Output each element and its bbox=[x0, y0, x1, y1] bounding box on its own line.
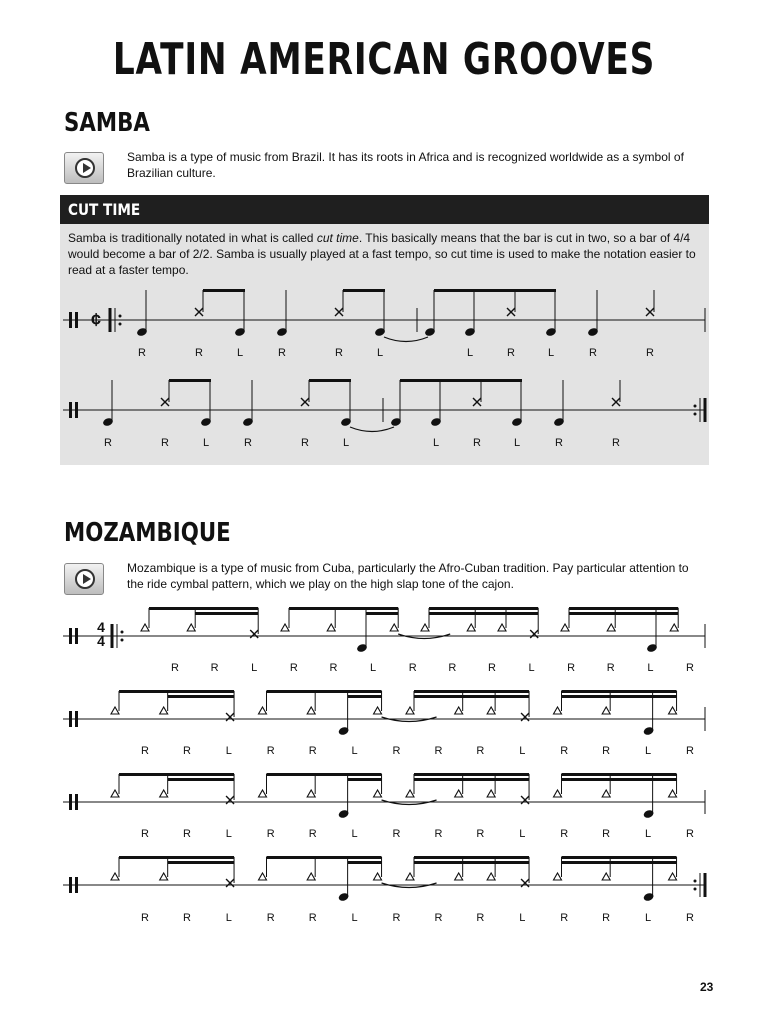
slap-triangle-head bbox=[111, 790, 119, 797]
samba-beam bbox=[203, 289, 245, 292]
slap-triangle-head bbox=[281, 624, 289, 631]
mozambique-beam bbox=[562, 690, 677, 693]
percussion-clef bbox=[75, 402, 78, 418]
mozambique-sticking-label: L bbox=[519, 828, 526, 840]
mozambique-sticking-label: R bbox=[171, 662, 179, 674]
repeat-dot bbox=[121, 639, 124, 642]
mozambique-sticking-label: R bbox=[210, 662, 219, 674]
samba-sticking-label: L bbox=[466, 347, 474, 359]
mozambique-beam bbox=[119, 773, 234, 776]
mozambique-beam bbox=[414, 778, 529, 781]
slap-triangle-head bbox=[307, 707, 315, 714]
tie bbox=[384, 337, 428, 342]
slap-triangle-head bbox=[498, 624, 506, 631]
cut-time-text: Samba is traditionally notated in what is called cut time. This basically means that the bar is cut in two, so a bar of 4/4 would become a bar of 2/2. Samba is usually played at a fast tempo, so cut time is used to make the notation easier to read at a faster tempo. bbox=[68, 231, 696, 277]
mozambique-sticking-label: L bbox=[647, 662, 654, 674]
mozambique-beam bbox=[414, 695, 529, 698]
mozambique-beam bbox=[414, 861, 529, 864]
mozambique-sticking-label: L bbox=[370, 662, 377, 674]
samba-sticking-label: R bbox=[195, 347, 203, 359]
repeat-dot bbox=[694, 413, 697, 416]
slap-triangle-head bbox=[374, 873, 382, 880]
samba-intro: Samba is a type of music from Brazil. It has its roots in Africa and is recognized worldwide as a symbol of Brazilian culture. bbox=[127, 150, 684, 180]
repeat-dot bbox=[119, 323, 122, 326]
slap-triangle-head bbox=[406, 707, 414, 714]
percussion-clef bbox=[75, 794, 78, 810]
slap-triangle-head bbox=[160, 873, 168, 880]
percussion-clef bbox=[69, 628, 72, 644]
slap-triangle-head bbox=[111, 873, 119, 880]
samba-sticking-label: R bbox=[646, 347, 654, 359]
slap-triangle-head bbox=[602, 707, 610, 714]
samba-sticking-label: R bbox=[278, 347, 286, 359]
samba-sticking-label: R bbox=[244, 437, 252, 449]
mozambique-sticking-label: L bbox=[528, 662, 535, 674]
slap-triangle-head bbox=[111, 707, 119, 714]
slap-triangle-head bbox=[455, 707, 463, 714]
samba-beam bbox=[400, 379, 522, 382]
slap-triangle-head bbox=[487, 873, 495, 880]
slap-triangle-head bbox=[421, 624, 429, 631]
mozambique-beam bbox=[195, 612, 258, 615]
percussion-clef bbox=[75, 628, 78, 644]
mozambique-sticking-label: R bbox=[141, 912, 149, 924]
samba-sticking-label: L bbox=[432, 437, 440, 449]
mozambique-sticking-label: R bbox=[606, 662, 615, 674]
mozambique-sticking-label: R bbox=[266, 912, 275, 924]
mozambique-sticking-label: R bbox=[182, 912, 191, 924]
mozambique-beam bbox=[562, 856, 677, 859]
repeat-dot bbox=[694, 405, 697, 408]
slap-triangle-head bbox=[160, 790, 168, 797]
mozambique-beam bbox=[348, 695, 382, 698]
slap-triangle-head bbox=[259, 790, 267, 797]
mozambique-beam bbox=[562, 861, 677, 864]
percussion-clef bbox=[69, 877, 72, 893]
mozambique-sticking-label: R bbox=[408, 662, 417, 674]
mozambique-sticking-label: R bbox=[686, 662, 694, 674]
mozambique-beam bbox=[429, 612, 538, 615]
samba-sticking-label: R bbox=[507, 347, 515, 359]
slap-triangle-head bbox=[406, 873, 414, 880]
mozambique-sticking-label: R bbox=[487, 662, 496, 674]
mozambique-sticking-label: R bbox=[560, 912, 569, 924]
samba-sticking-label: R bbox=[555, 437, 563, 449]
repeat-dot bbox=[121, 631, 124, 634]
mozambique-beam bbox=[119, 690, 234, 693]
slap-triangle-head bbox=[259, 873, 267, 880]
samba-beam bbox=[343, 289, 385, 292]
slap-triangle-head bbox=[607, 624, 615, 631]
samba-beam bbox=[169, 379, 211, 382]
mozambique-sticking-label: R bbox=[392, 828, 401, 840]
samba-sticking-label: L bbox=[513, 437, 521, 449]
mozambique-sticking-label: R bbox=[686, 912, 694, 924]
mozambique-sticking-label: L bbox=[645, 745, 652, 757]
mozambique-sticking-label: L bbox=[519, 912, 526, 924]
percussion-clef bbox=[75, 312, 78, 328]
mozambique-sticking-label: R bbox=[476, 828, 485, 840]
mozambique-sticking-label: R bbox=[476, 912, 485, 924]
samba-sticking-label: R bbox=[104, 437, 112, 449]
mozambique-sticking-label: L bbox=[351, 828, 358, 840]
slap-triangle-head bbox=[327, 624, 335, 631]
samba-sticking-label: L bbox=[547, 347, 555, 359]
slap-triangle-head bbox=[307, 873, 315, 880]
samba-beam bbox=[309, 379, 351, 382]
mozambique-heading: MOZAMBIQUE bbox=[64, 518, 231, 548]
mozambique-beam bbox=[168, 695, 234, 698]
mozambique-beam bbox=[429, 607, 538, 610]
page-number: 23 bbox=[700, 980, 714, 994]
samba-sticking-label: R bbox=[473, 437, 481, 449]
mozambique-beam bbox=[414, 856, 529, 859]
samba-sticking-label: R bbox=[301, 437, 309, 449]
mozambique-sticking-label: R bbox=[141, 745, 149, 757]
mozambique-sticking-label: R bbox=[686, 745, 694, 757]
mozambique-sticking-label: R bbox=[448, 662, 457, 674]
mozambique-sticking-label: R bbox=[392, 912, 401, 924]
slap-triangle-head bbox=[467, 624, 475, 631]
mozambique-beam bbox=[289, 607, 398, 610]
mozambique-beam bbox=[267, 856, 382, 859]
mozambique-beam bbox=[267, 690, 382, 693]
samba-sticking-label: L bbox=[236, 347, 244, 359]
slap-triangle-head bbox=[561, 624, 569, 631]
mozambique-sticking-label: R bbox=[602, 912, 611, 924]
slap-triangle-head bbox=[141, 624, 149, 631]
mozambique-sticking-label: R bbox=[602, 828, 611, 840]
mozambique-sticking-label: L bbox=[645, 828, 652, 840]
mozambique-beam bbox=[562, 773, 677, 776]
slap-triangle-head bbox=[669, 873, 677, 880]
mozambique-beam bbox=[366, 612, 398, 615]
tie bbox=[350, 427, 394, 432]
cut-time-heading: CUT TIME bbox=[68, 200, 141, 219]
slap-triangle-head bbox=[554, 873, 562, 880]
mozambique-sticking-label: R bbox=[686, 828, 694, 840]
slap-triangle-head bbox=[160, 707, 168, 714]
time-signature-top: 4 bbox=[97, 619, 105, 635]
samba-sticking-label: L bbox=[342, 437, 350, 449]
samba-sticking-label: R bbox=[138, 347, 146, 359]
slap-triangle-head bbox=[669, 707, 677, 714]
mozambique-sticking-label: R bbox=[329, 662, 338, 674]
mozambique-beam bbox=[414, 773, 529, 776]
slap-triangle-head bbox=[259, 707, 267, 714]
slap-triangle-head bbox=[487, 707, 495, 714]
slap-triangle-head bbox=[307, 790, 315, 797]
mozambique-sticking-label: L bbox=[251, 662, 258, 674]
mozambique-intro: Mozambique is a type of music from Cuba, particularly the Afro-Cuban tradition. Pay particular attention to the ride cymbal pattern, which we play on the high slap tone of the cajon. bbox=[127, 561, 689, 591]
samba-sticking-label: R bbox=[161, 437, 169, 449]
mozambique-sticking-label: L bbox=[351, 912, 358, 924]
slap-triangle-head bbox=[374, 707, 382, 714]
repeat-dot bbox=[694, 880, 697, 883]
slap-triangle-head bbox=[554, 790, 562, 797]
percussion-clef bbox=[75, 877, 78, 893]
mozambique-sticking-label: L bbox=[225, 912, 232, 924]
percussion-clef bbox=[75, 711, 78, 727]
mozambique-beam bbox=[569, 607, 678, 610]
slap-triangle-head bbox=[670, 624, 678, 631]
slap-triangle-head bbox=[602, 873, 610, 880]
mozambique-beam bbox=[267, 773, 382, 776]
time-signature-bottom: 4 bbox=[97, 633, 105, 649]
mozambique-sticking-label: R bbox=[308, 912, 317, 924]
mozambique-sticking-label: R bbox=[434, 912, 443, 924]
samba-heading: SAMBA bbox=[64, 108, 150, 138]
mozambique-sticking-label: R bbox=[289, 662, 298, 674]
mozambique-beam bbox=[562, 695, 677, 698]
slap-triangle-head bbox=[455, 873, 463, 880]
mozambique-beam bbox=[168, 778, 234, 781]
mozambique-sticking-label: R bbox=[560, 745, 569, 757]
mozambique-sticking-label: L bbox=[225, 828, 232, 840]
slap-triangle-head bbox=[406, 790, 414, 797]
mozambique-beam bbox=[149, 607, 258, 610]
mozambique-sticking-label: R bbox=[560, 828, 569, 840]
mozambique-beam bbox=[348, 778, 382, 781]
percussion-clef bbox=[69, 402, 72, 418]
slap-triangle-head bbox=[669, 790, 677, 797]
slap-triangle-head bbox=[390, 624, 398, 631]
mozambique-sticking-label: R bbox=[476, 745, 485, 757]
mozambique-beam bbox=[562, 778, 677, 781]
mozambique-sticking-label: R bbox=[266, 828, 275, 840]
samba-sticking-label: R bbox=[335, 347, 343, 359]
mozambique-sticking-label: R bbox=[308, 745, 317, 757]
percussion-clef bbox=[69, 312, 72, 328]
repeat-dot bbox=[119, 315, 122, 318]
slap-triangle-head bbox=[455, 790, 463, 797]
mozambique-sticking-label: R bbox=[602, 745, 611, 757]
mozambique-sticking-label: L bbox=[645, 912, 652, 924]
mozambique-sticking-label: R bbox=[434, 828, 443, 840]
page-title: LATIN AMERICAN GROOVES bbox=[112, 34, 656, 85]
percussion-clef bbox=[69, 711, 72, 727]
slap-triangle-head bbox=[487, 790, 495, 797]
samba-beam bbox=[434, 289, 556, 292]
samba-sticking-label: R bbox=[612, 437, 620, 449]
mozambique-sticking-label: L bbox=[519, 745, 526, 757]
samba-sticking-label: L bbox=[376, 347, 384, 359]
mozambique-beam bbox=[119, 856, 234, 859]
mozambique-sticking-label: R bbox=[182, 828, 191, 840]
slap-triangle-head bbox=[187, 624, 195, 631]
mozambique-sticking-label: L bbox=[351, 745, 358, 757]
mozambique-beam bbox=[414, 690, 529, 693]
mozambique-beam bbox=[168, 861, 234, 864]
slap-triangle-head bbox=[554, 707, 562, 714]
slap-triangle-head bbox=[602, 790, 610, 797]
mozambique-sticking-label: R bbox=[141, 828, 149, 840]
mozambique-beam bbox=[569, 612, 678, 615]
cut-time-signature: ¢ bbox=[90, 310, 102, 330]
mozambique-beam bbox=[348, 861, 382, 864]
mozambique-sticking-label: R bbox=[308, 828, 317, 840]
mozambique-sticking-label: R bbox=[182, 745, 191, 757]
mozambique-sticking-label: L bbox=[225, 745, 232, 757]
mozambique-sticking-label: R bbox=[434, 745, 443, 757]
slap-triangle-head bbox=[374, 790, 382, 797]
mozambique-sticking-label: R bbox=[392, 745, 401, 757]
mozambique-sticking-label: R bbox=[266, 745, 275, 757]
samba-sticking-label: L bbox=[202, 437, 210, 449]
mozambique-sticking-label: R bbox=[567, 662, 576, 674]
samba-sticking-label: R bbox=[589, 347, 597, 359]
percussion-clef bbox=[69, 794, 72, 810]
repeat-dot bbox=[694, 888, 697, 891]
